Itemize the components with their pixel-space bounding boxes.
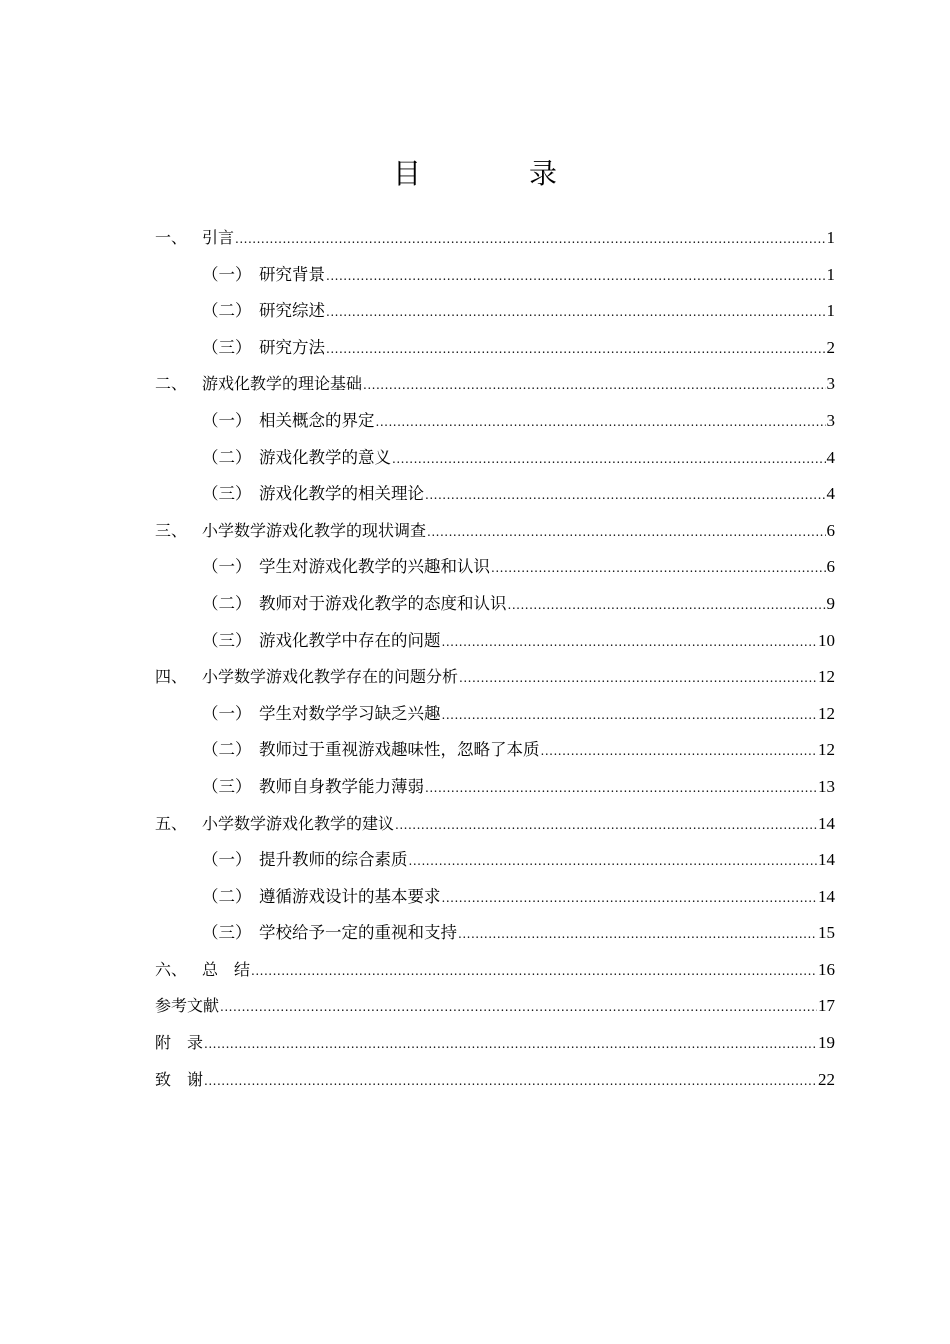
toc-leader-dots [508,587,826,624]
toc-entry-page: 4 [826,484,835,504]
toc-entry-number: （一） [202,264,252,284]
toc-entry-page: 22 [818,1069,835,1089]
toc-leader-dots [491,550,826,587]
toc-entry-page: 6 [826,520,835,540]
toc-entry-number: （二） [202,886,252,906]
toc-entry-page: 13 [818,776,835,796]
toc-entry-page: 1 [826,264,835,284]
toc-leader-dots [363,367,825,404]
toc-entry-page: 10 [818,630,835,650]
toc-entry-title: 小学数学游戏化教学的现状调查 [202,520,427,540]
toc-leader-dots [409,843,818,880]
toc-entry[interactable] [155,659,835,696]
toc-entry-title: 研究综述 [259,301,325,321]
toc-entry-title: 游戏化教学的理论基础 [202,374,363,394]
toc-entry-title: 引言 [202,228,235,247]
toc-entry[interactable] [155,586,835,623]
toc-entry-number: 四、 [155,667,188,687]
toc-entry[interactable] [155,549,835,586]
toc-leader-dots [442,697,818,734]
toc-entry-number: （三） [202,923,252,943]
toc-entry-title: 学校给予一定的重视和支持 [259,923,457,943]
toc-leader-dots [235,221,825,258]
toc-entry-page: 17 [818,996,835,1016]
toc-leader-dots [427,514,825,551]
toc-entry-title: 游戏化教学的意义 [259,447,391,467]
toc-leader-dots [204,1026,817,1063]
toc-entry[interactable] [155,220,835,257]
toc-entry-page: 9 [826,593,835,613]
toc-entry-number: （一） [202,557,252,577]
toc-leader-dots [458,916,817,953]
toc-entry-number: 五、 [155,813,188,833]
toc-entry-page: 12 [818,703,835,723]
toc-entry-number: （二） [202,447,252,467]
toc-entry-title: 学生对数学学习缺乏兴趣 [259,703,441,723]
toc-leader-dots [376,404,826,441]
toc-entry-number: （三） [202,776,252,796]
toc-leader-dots [442,624,818,661]
toc-entry-title: 教师自身教学能力薄弱 [259,776,424,796]
toc-leader-dots [442,880,818,917]
toc-leader-dots [220,989,817,1026]
toc-entry[interactable] [155,915,835,952]
toc-entry[interactable] [155,769,835,806]
toc-entry-title: 研究背景 [259,264,325,284]
toc-entry-page: 12 [818,667,835,687]
toc-entry[interactable] [155,842,835,879]
toc-entry-title: 附 录 [155,1033,204,1053]
toc-entry-page: 1 [826,301,835,321]
toc-entry-title: 教师过于重视游戏趣味性，忽略了本质 [259,740,540,760]
toc-entry-page: 15 [818,923,835,943]
toc-entry[interactable] [155,1025,835,1062]
toc-entry-title: 总 结 [202,959,251,979]
toc-entry-title: 提升教师的综合素质 [259,850,408,870]
toc-entry-title: 参考文献 [155,996,220,1016]
toc-entry-number: 六、 [155,959,188,979]
toc-entry[interactable] [155,476,835,513]
toc-leader-dots [392,441,826,478]
toc-entry[interactable] [155,732,835,769]
toc-entry-number: （三） [202,337,252,357]
toc-entry-title: 教师对于游戏化教学的态度和认识 [259,593,507,613]
toc-leader-dots [395,807,817,844]
toc-entry-page: 14 [818,813,835,833]
toc-entry-title: 学生对游戏化教学的兴趣和认识 [259,557,490,577]
toc-entry[interactable] [155,366,835,403]
toc-entry-title: 相关概念的界定 [259,410,375,430]
toc-entry-number: （二） [202,593,252,613]
toc-leader-dots [326,294,826,331]
toc-entry-title: 遵循游戏设计的基本要求 [259,886,441,906]
toc-entry[interactable] [155,403,835,440]
toc-entry[interactable] [155,257,835,294]
toc-entry[interactable] [155,806,835,843]
toc-entry-page: 19 [818,1033,835,1053]
toc-entry-number: （三） [202,630,252,650]
toc-leader-dots [204,1063,817,1100]
toc-leader-dots [541,733,818,770]
toc-entry-page: 14 [818,850,835,870]
toc-entry[interactable] [155,293,835,330]
toc-entry[interactable] [155,623,835,660]
toc-entry-number: （一） [202,850,252,870]
toc-leader-dots [251,953,817,990]
table-of-contents [155,220,835,1098]
toc-entry-page: 4 [826,447,835,467]
toc-entry-title: 游戏化教学中存在的问题 [259,630,441,650]
toc-entry[interactable] [155,440,835,477]
toc-entry-page: 3 [826,374,835,394]
toc-entry-number: （三） [202,484,252,504]
toc-entry-page: 6 [826,557,835,577]
toc-entry-title: 致 谢 [155,1069,204,1089]
toc-entry-page: 14 [818,886,835,906]
toc-entry-number: （二） [202,740,252,760]
toc-entry-title: 游戏化教学的相关理论 [259,484,424,504]
toc-entry[interactable] [155,952,835,989]
toc-entry[interactable] [155,330,835,367]
toc-entry-title: 研究方法 [259,337,325,357]
toc-leader-dots [425,477,826,514]
toc-entry-number: （一） [202,703,252,723]
toc-leader-dots [326,331,826,368]
toc-entry-title: 小学数学游戏化教学存在的问题分析 [202,667,459,687]
toc-entry-number: 二、 [155,374,188,394]
toc-leader-dots [425,770,817,807]
toc-entry-number: （一） [202,410,252,430]
toc-entry[interactable] [155,988,835,1025]
toc-entry[interactable] [155,696,835,733]
toc-entry[interactable] [155,1062,835,1099]
toc-entry-number: 一、 [155,228,188,247]
toc-entry[interactable] [155,513,835,550]
toc-entry[interactable] [155,879,835,916]
toc-leader-dots [459,660,817,697]
toc-leader-dots [326,258,826,295]
toc-entry-number: 三、 [155,520,188,540]
toc-entry-page: 2 [826,337,835,357]
toc-entry-page: 1 [826,228,835,247]
toc-entry-title: 小学数学游戏化教学的建议 [202,813,395,833]
toc-entry-number: （二） [202,301,252,321]
toc-entry-page: 12 [818,740,835,760]
page-title: 目 录 [392,157,597,190]
toc-entry-page: 3 [826,410,835,430]
toc-entry-page: 16 [818,959,835,979]
